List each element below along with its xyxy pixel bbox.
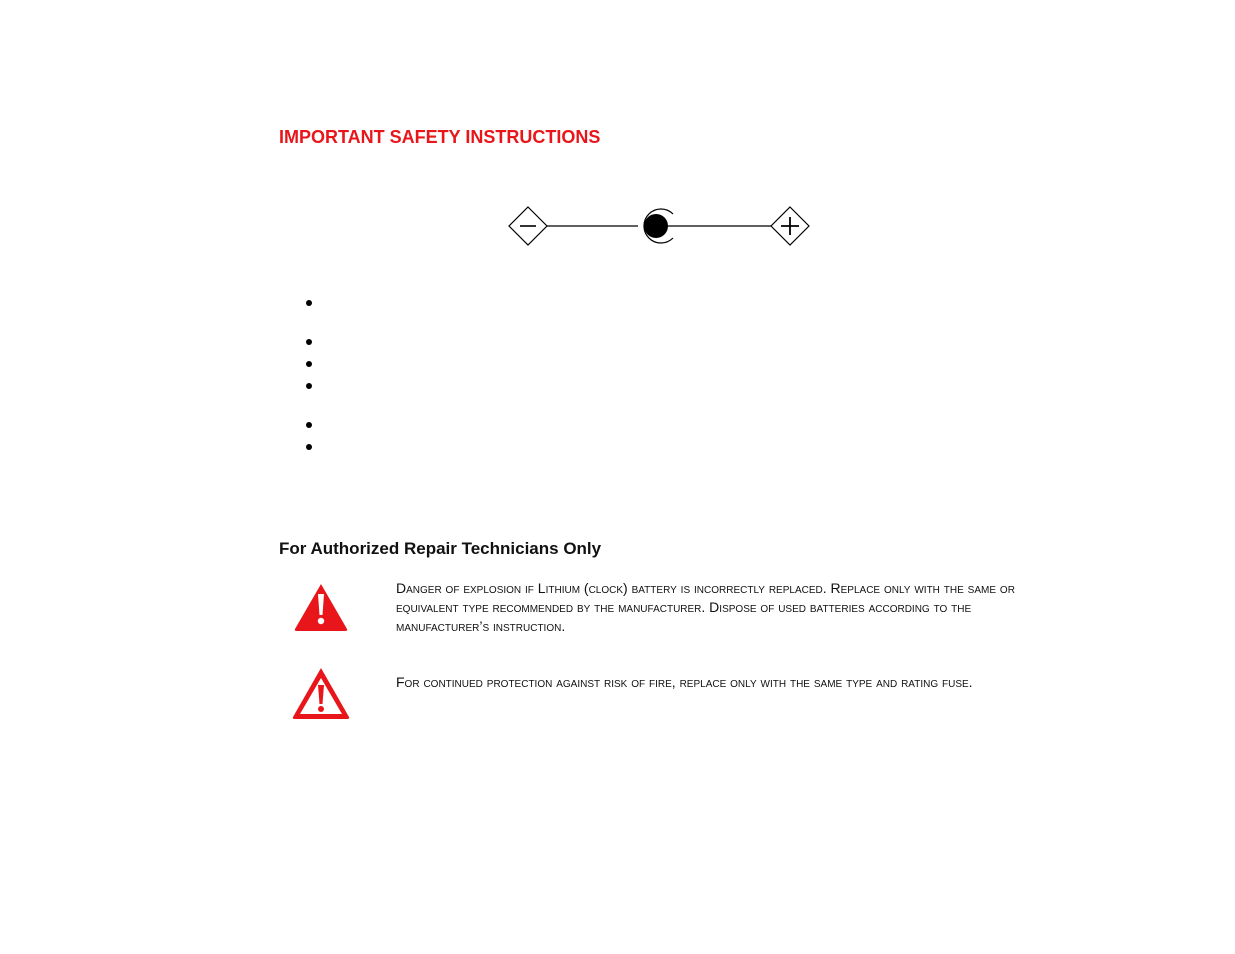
warning-triangle-icon [293,582,349,632]
polarity-diagram [505,203,815,251]
list-item [306,443,314,451]
warning-triangle-outline-icon [291,666,351,720]
list-item [306,360,314,368]
section-heading: For Authorized Repair Technicians Only [279,539,602,558]
bullet-dot [306,444,312,450]
bullet-dot [306,300,312,306]
list-item [306,382,314,390]
bullet-dot [306,383,312,389]
warning-text: Danger of explosion if Lithium (clock) battery is incorrectly replaced. Replace only with the same or equivalent type recommended by the manufacturer. Dispose of used batteries according to the manufacturer’s instruction. [396,580,1015,634]
list-item [306,421,314,429]
minus-diamond-icon [509,207,547,245]
page-title: IMPORTANT SAFETY INSTRUCTIONS [279,127,601,147]
list-item [306,338,314,346]
bullet-dot [306,361,312,367]
bullet-dot [306,339,312,345]
list-item [306,299,314,307]
plus-diamond-icon [771,207,809,245]
warning-text: For continued protection against risk of fire, replace only with the same type and rating fuse. [396,674,973,690]
bullet-dot [306,422,312,428]
